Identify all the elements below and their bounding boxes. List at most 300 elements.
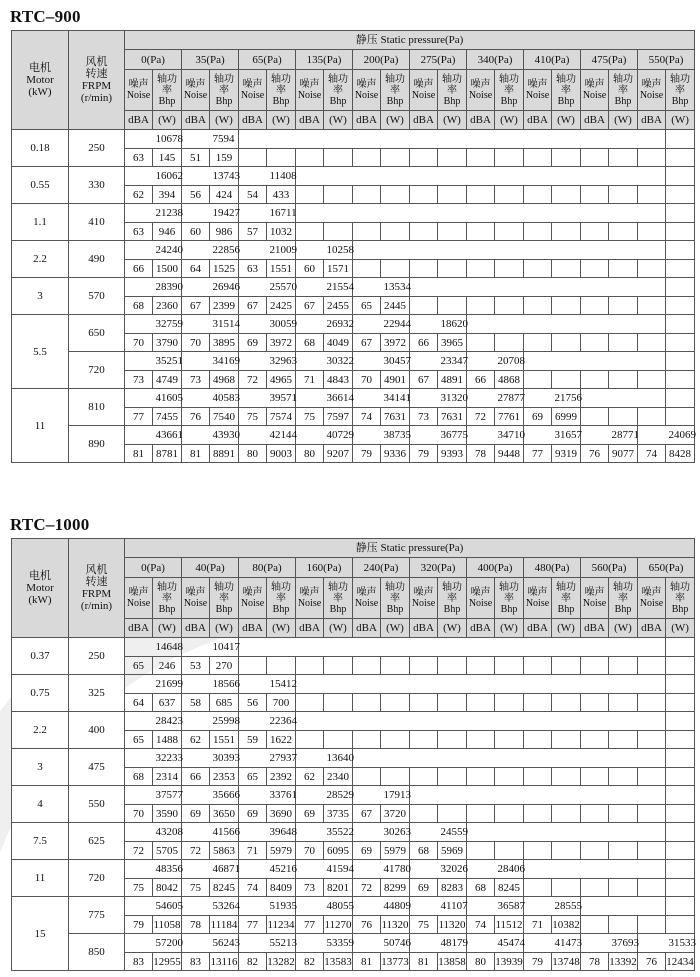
empty-cell xyxy=(353,223,381,241)
empty-cell xyxy=(353,657,381,675)
empty-cell xyxy=(552,371,581,389)
empty-cell xyxy=(381,260,410,278)
empty-cell xyxy=(666,297,695,315)
pressure-header: 650(Pa) xyxy=(638,558,695,578)
airflow-value: 19427 xyxy=(210,204,239,223)
empty-cell xyxy=(638,842,666,860)
power-value: 2314 xyxy=(153,768,182,786)
airflow-value: 41780 xyxy=(381,860,410,879)
empty-cell xyxy=(552,657,581,675)
power-value: 11320 xyxy=(381,916,410,934)
airflow-value: 20708 xyxy=(495,352,524,371)
empty-cell xyxy=(524,149,552,167)
noise-value: 65 xyxy=(353,297,381,315)
flow-row xyxy=(12,860,695,879)
noise-header xyxy=(581,578,609,619)
noise-header xyxy=(296,578,324,619)
model-title-rtc-1000: RTC–1000 xyxy=(10,515,90,534)
noise-header xyxy=(467,70,495,111)
power-value: 13282 xyxy=(267,953,296,971)
noise-value: 58 xyxy=(182,694,210,712)
empty-cell xyxy=(438,694,467,712)
airflow-value: 10417 xyxy=(210,638,239,657)
power-header xyxy=(267,70,296,111)
noise-value: 69 xyxy=(296,805,324,823)
power-value: 3590 xyxy=(153,805,182,823)
airflow-value: 21699 xyxy=(153,675,182,694)
empty-cell xyxy=(524,768,552,786)
empty-cell xyxy=(638,260,666,278)
airflow-value: 31514 xyxy=(210,315,239,334)
noise-value: 67 xyxy=(239,297,267,315)
empty-cell xyxy=(353,768,381,786)
pressure-header: 410(Pa) xyxy=(524,50,581,70)
noise-header xyxy=(524,578,552,619)
power-value: 8042 xyxy=(153,879,182,897)
rpm-cell: 550 xyxy=(69,786,125,823)
noise-header-line: 噪声 xyxy=(242,79,263,90)
pressure-header: 35(Pa) xyxy=(182,50,239,70)
airflow-value: 28423 xyxy=(153,712,182,731)
power-header-line: Bhp xyxy=(215,95,233,107)
noise-header xyxy=(239,578,267,619)
empty-cell xyxy=(666,768,695,786)
pressure-header: 550(Pa) xyxy=(638,50,695,70)
power-header-line: 轴功 xyxy=(214,73,234,85)
airflow-value: 32963 xyxy=(267,352,296,371)
empty-cell xyxy=(638,657,666,675)
pressure-header: 400(Pa) xyxy=(467,558,524,578)
empty-cell xyxy=(438,186,467,204)
empty-cell xyxy=(581,223,609,241)
airflow-value: 38735 xyxy=(381,426,410,445)
power-value: 3972 xyxy=(267,334,296,352)
noise-value: 73 xyxy=(125,371,153,389)
empty-cell xyxy=(438,768,467,786)
noise-value: 56 xyxy=(239,694,267,712)
flow-row xyxy=(12,389,695,408)
power-value: 246 xyxy=(153,657,182,675)
power-value: 7574 xyxy=(267,408,296,426)
unit-dba: dBA xyxy=(638,111,666,130)
noise-value: 82 xyxy=(239,953,267,971)
empty-cell xyxy=(438,149,467,167)
unit-dba: dBA xyxy=(353,619,381,638)
airflow-value: 30059 xyxy=(267,315,296,334)
empty-cell xyxy=(524,260,552,278)
empty-cell xyxy=(381,186,410,204)
airflow-value: 53264 xyxy=(210,897,239,916)
noise-value: 70 xyxy=(182,334,210,352)
power-header xyxy=(267,578,296,619)
flow-row xyxy=(12,638,695,657)
empty-cell xyxy=(666,408,695,426)
airflow-value: 41473 xyxy=(552,934,581,953)
empty-cell xyxy=(495,768,524,786)
empty-cell xyxy=(524,186,552,204)
power-header-line: 轴功 xyxy=(157,73,177,85)
noise-header-line: 噪声 xyxy=(413,79,434,90)
power-header-line: 率 xyxy=(162,84,172,96)
flow-row xyxy=(12,426,695,445)
airflow-value: 34169 xyxy=(210,352,239,371)
airflow-value: 21554 xyxy=(324,278,353,297)
noise-header xyxy=(638,70,666,111)
power-value: 4843 xyxy=(324,371,353,389)
power-header-line: Bhp xyxy=(671,603,689,615)
power-value: 4749 xyxy=(153,371,182,389)
empty-cell xyxy=(467,805,495,823)
power-header-line: 轴功 xyxy=(442,581,462,593)
empty-cell xyxy=(638,694,666,712)
noise-value: 76 xyxy=(581,445,609,463)
rpm-cell: 330 xyxy=(69,167,125,204)
empty-cell xyxy=(324,149,353,167)
noise-value: 66 xyxy=(410,334,438,352)
noise-value: 83 xyxy=(125,953,153,971)
static-pressure-header: 静压 Static pressure(Pa) xyxy=(125,539,695,558)
noise-header-line: 噪声 xyxy=(128,79,149,90)
noise-value: 66 xyxy=(182,768,210,786)
empty-cell xyxy=(410,731,438,749)
power-header xyxy=(324,578,353,619)
noise-value: 72 xyxy=(239,371,267,389)
noise-value: 72 xyxy=(125,842,153,860)
power-header-line: Bhp xyxy=(158,603,176,615)
rpm-cell: 625 xyxy=(69,823,125,860)
noise-value: 70 xyxy=(125,805,153,823)
power-header xyxy=(153,578,182,619)
noise-value: 75 xyxy=(125,879,153,897)
power-value: 6999 xyxy=(552,408,581,426)
empty-cell xyxy=(609,297,638,315)
airflow-value: 13640 xyxy=(324,749,353,768)
empty-cell xyxy=(581,731,609,749)
power-value: 2353 xyxy=(210,768,239,786)
noise-value: 59 xyxy=(239,731,267,749)
empty-cell xyxy=(467,297,495,315)
power-value: 1032 xyxy=(267,223,296,241)
power-value: 8201 xyxy=(324,879,353,897)
rpm-cell: 850 xyxy=(69,934,125,971)
airflow-value: 22944 xyxy=(381,315,410,334)
empty-cell xyxy=(410,149,438,167)
power-value: 1571 xyxy=(324,260,353,278)
airflow-value: 48055 xyxy=(324,897,353,916)
noise-header xyxy=(524,70,552,111)
power-header-line: 轴功 xyxy=(613,581,633,593)
motor-cell: 11 xyxy=(12,860,69,897)
power-header-line: 轴功 xyxy=(385,581,405,593)
noise-value: 80 xyxy=(239,445,267,463)
flow-row xyxy=(12,167,695,186)
empty-cell xyxy=(638,731,666,749)
unit-dba: dBA xyxy=(296,111,324,130)
noise-value: 72 xyxy=(353,879,381,897)
noise-value: 53 xyxy=(182,657,210,675)
airflow-value: 31533 xyxy=(666,934,695,953)
noise-value: 71 xyxy=(296,371,324,389)
unit-dba: dBA xyxy=(524,619,552,638)
noise-value: 75 xyxy=(410,916,438,934)
power-header xyxy=(210,70,239,111)
noise-value: 76 xyxy=(353,916,381,934)
empty-cell xyxy=(609,731,638,749)
rpm-cell: 890 xyxy=(69,426,125,463)
empty-cell xyxy=(552,731,581,749)
rpm-cell: 810 xyxy=(69,389,125,426)
power-header-line: Bhp xyxy=(614,603,632,615)
airflow-value: 41594 xyxy=(324,860,353,879)
noise-header-line: 噪声 xyxy=(356,79,377,90)
noise-value: 68 xyxy=(125,297,153,315)
unit-watt: (W) xyxy=(153,111,182,130)
power-header-line: 轴功 xyxy=(442,73,462,85)
rpm-cell: 250 xyxy=(69,130,125,167)
airflow-value: 33761 xyxy=(267,786,296,805)
empty-cell xyxy=(666,371,695,389)
power-value: 8283 xyxy=(438,879,467,897)
empty-cell xyxy=(638,916,666,934)
power-value: 11270 xyxy=(324,916,353,934)
motor-cell: 4 xyxy=(12,786,69,823)
power-header-line: 轴功 xyxy=(499,581,519,593)
empty-cell xyxy=(581,879,609,897)
power-value: 12434 xyxy=(666,953,695,971)
unit-dba: dBA xyxy=(581,111,609,130)
empty-cell xyxy=(666,657,695,675)
noise-value: 70 xyxy=(353,371,381,389)
flow-row xyxy=(12,241,695,260)
power-value: 9003 xyxy=(267,445,296,463)
power-value: 13748 xyxy=(552,953,581,971)
empty-cell xyxy=(353,260,381,278)
airflow-value: 43661 xyxy=(153,426,182,445)
motor-header-line: Motor xyxy=(26,74,54,86)
empty-cell xyxy=(638,149,666,167)
rtc-900-section xyxy=(10,4,696,463)
noise-header-line: 噪声 xyxy=(470,79,491,90)
power-header-line: 轴功 xyxy=(328,73,348,85)
noise-value: 67 xyxy=(410,371,438,389)
empty-cell xyxy=(381,149,410,167)
noise-header-line: 噪声 xyxy=(641,587,662,598)
power-header-line: 轴功 xyxy=(670,581,691,593)
noise-header-line: Noise xyxy=(240,598,265,609)
power-value: 3972 xyxy=(381,334,410,352)
noise-header-line: Noise xyxy=(297,598,322,609)
noise-value: 74 xyxy=(353,408,381,426)
power-value: 5969 xyxy=(438,842,467,860)
rpm-header-line: FRPM xyxy=(81,588,112,600)
airflow-value: 30457 xyxy=(381,352,410,371)
noise-value: 71 xyxy=(239,842,267,860)
empty-cell xyxy=(581,768,609,786)
power-value: 7540 xyxy=(210,408,239,426)
noise-value: 68 xyxy=(296,334,324,352)
flow-row xyxy=(12,352,695,371)
noise-value: 67 xyxy=(353,334,381,352)
motor-cell: 3 xyxy=(12,749,69,786)
power-header xyxy=(609,70,638,111)
power-header-line: Bhp xyxy=(272,95,290,107)
noise-value: 62 xyxy=(125,186,153,204)
empty-cell xyxy=(609,805,638,823)
empty-cell xyxy=(467,186,495,204)
empty-cell xyxy=(666,149,695,167)
unit-watt: (W) xyxy=(324,619,353,638)
power-value: 3895 xyxy=(210,334,239,352)
noise-header-line: Noise xyxy=(582,598,607,609)
noise-value: 75 xyxy=(239,408,267,426)
noise-header-line: Noise xyxy=(639,598,664,609)
power-header-line: 轴功 xyxy=(271,73,291,85)
empty-cell xyxy=(581,149,609,167)
empty-cell xyxy=(410,768,438,786)
empty-cell xyxy=(467,223,495,241)
motor-header-line: (kW) xyxy=(28,594,52,606)
motor-cell: 1.1 xyxy=(12,204,69,241)
rpm-cell: 475 xyxy=(69,749,125,786)
noise-value: 63 xyxy=(125,223,153,241)
airflow-value: 18566 xyxy=(210,675,239,694)
power-header xyxy=(666,70,695,111)
noise-value: 69 xyxy=(524,408,552,426)
noise-header-line: 噪声 xyxy=(299,587,320,598)
power-value: 11184 xyxy=(210,916,239,934)
noise-value: 83 xyxy=(182,953,210,971)
power-header-line: 率 xyxy=(504,592,514,604)
unit-dba: dBA xyxy=(638,619,666,638)
power-value: 2455 xyxy=(324,297,353,315)
noise-value: 67 xyxy=(353,805,381,823)
noise-value: 72 xyxy=(467,408,495,426)
rpm-header-line: FRPM xyxy=(81,80,112,92)
airflow-value: 26932 xyxy=(324,315,353,334)
noise-value: 73 xyxy=(296,879,324,897)
pressure-header: 480(Pa) xyxy=(524,558,581,578)
power-value: 11058 xyxy=(153,916,182,934)
noise-value: 54 xyxy=(239,186,267,204)
rpm-header xyxy=(69,539,125,638)
unit-dba: dBA xyxy=(524,111,552,130)
rpm-cell: 650 xyxy=(69,315,125,352)
airflow-value: 27877 xyxy=(495,389,524,408)
empty-cell xyxy=(324,186,353,204)
noise-header-line: Noise xyxy=(354,90,379,101)
power-header-line: Bhp xyxy=(500,95,518,107)
empty-cell xyxy=(609,842,638,860)
power-value: 8428 xyxy=(666,445,695,463)
power-value: 2445 xyxy=(381,297,410,315)
rpm-header-line: 风机 xyxy=(85,56,108,68)
power-header-line: 轴功 xyxy=(157,581,177,593)
power-value: 1551 xyxy=(210,731,239,749)
noise-value: 77 xyxy=(296,916,324,934)
noise-value: 79 xyxy=(524,953,552,971)
empty-cell xyxy=(581,805,609,823)
empty-cell xyxy=(296,186,324,204)
noise-value: 57 xyxy=(239,223,267,241)
unit-dba: dBA xyxy=(353,111,381,130)
pressure-header: 320(Pa) xyxy=(410,558,467,578)
empty-cell xyxy=(324,731,353,749)
power-header xyxy=(438,70,467,111)
noise-value: 69 xyxy=(182,805,210,823)
power-value: 13858 xyxy=(438,953,467,971)
motor-header-line: (kW) xyxy=(28,86,52,98)
empty-cell xyxy=(410,297,438,315)
airflow-value: 45474 xyxy=(495,934,524,953)
empty-cell xyxy=(666,334,695,352)
noise-header-line: 噪声 xyxy=(185,79,206,90)
airflow-value: 23347 xyxy=(438,352,467,371)
rpm-cell: 410 xyxy=(69,204,125,241)
power-value: 11234 xyxy=(267,916,296,934)
noise-value: 77 xyxy=(239,916,267,934)
rpm-cell: 400 xyxy=(69,712,125,749)
empty-cell xyxy=(467,768,495,786)
noise-value: 75 xyxy=(296,408,324,426)
unit-dba: dBA xyxy=(410,111,438,130)
motor-cell: 2.2 xyxy=(12,712,69,749)
motor-header-line: 电机 xyxy=(29,62,51,74)
power-header xyxy=(552,578,581,619)
empty-cell xyxy=(267,657,296,675)
power-value: 8299 xyxy=(381,879,410,897)
empty-cell xyxy=(381,223,410,241)
airflow-value: 7594 xyxy=(210,130,239,149)
empty-cell xyxy=(609,916,638,934)
noise-header xyxy=(410,70,438,111)
noise-header-line: 噪声 xyxy=(128,587,149,598)
noise-value: 81 xyxy=(410,953,438,971)
empty-cell xyxy=(467,842,495,860)
noise-value: 77 xyxy=(125,408,153,426)
power-header-line: Bhp xyxy=(329,95,347,107)
empty-cell xyxy=(552,842,581,860)
motor-header-line: Motor xyxy=(26,582,54,594)
noise-header-line: 噪声 xyxy=(242,587,263,598)
power-value: 9393 xyxy=(438,445,467,463)
noise-header-line: Noise xyxy=(468,598,493,609)
performance-table-rtc-900 xyxy=(11,30,695,463)
noise-header-line: Noise xyxy=(525,598,550,609)
noise-header-line: 噪声 xyxy=(185,587,206,598)
power-header-line: 率 xyxy=(219,84,229,96)
power-header-line: 率 xyxy=(561,592,571,604)
airflow-value: 17913 xyxy=(381,786,410,805)
power-value: 9336 xyxy=(381,445,410,463)
flow-row xyxy=(12,204,695,223)
unit-dba: dBA xyxy=(581,619,609,638)
noise-value: 73 xyxy=(182,371,210,389)
empty-cell xyxy=(552,768,581,786)
noise-value: 68 xyxy=(410,842,438,860)
unit-watt: (W) xyxy=(666,619,695,638)
airflow-value: 55213 xyxy=(267,934,296,953)
empty-cell xyxy=(381,657,410,675)
power-value: 13392 xyxy=(609,953,638,971)
power-header-line: Bhp xyxy=(272,603,290,615)
airflow-value: 21009 xyxy=(267,241,296,260)
power-header xyxy=(552,70,581,111)
airflow-value: 24069 xyxy=(666,426,695,445)
rpm-header-line: 转速 xyxy=(85,68,108,80)
noise-value: 56 xyxy=(182,186,210,204)
unit-dba: dBA xyxy=(239,111,267,130)
power-value: 3650 xyxy=(210,805,239,823)
